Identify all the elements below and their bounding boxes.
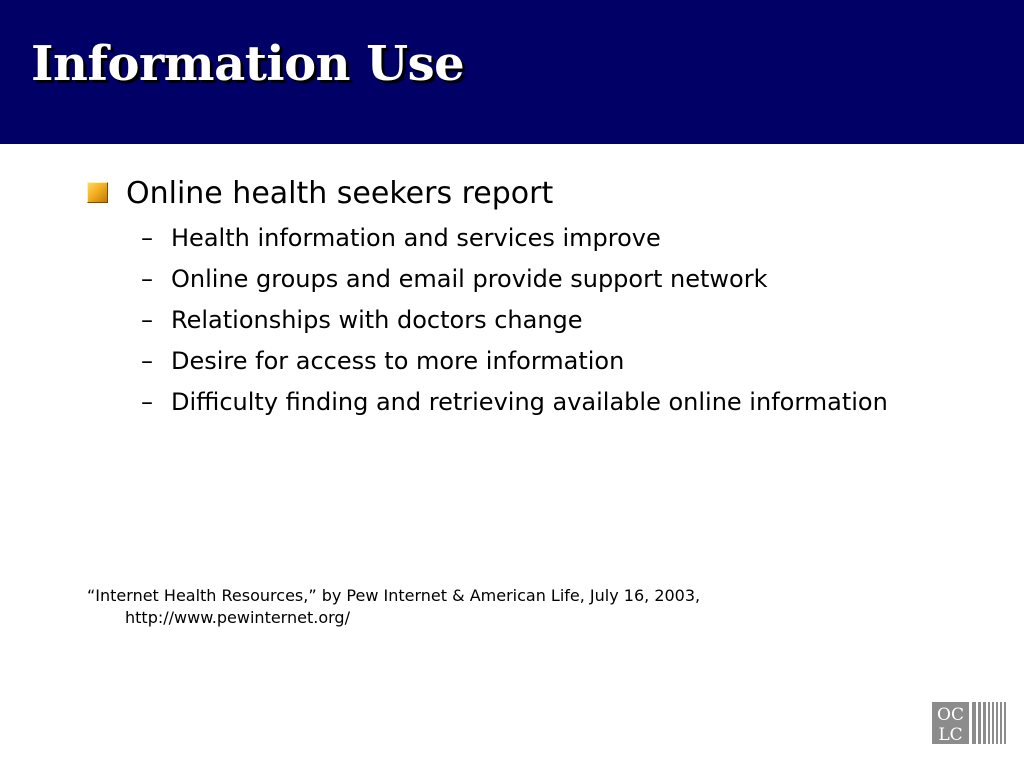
- sub-bullet-item: [141, 303, 901, 337]
- sub-bullet-item: [141, 344, 901, 378]
- citation-text: “Internet Health Resources,” by Pew Internet & American Life, July 16, 2003,: [87, 586, 701, 605]
- logo-stripe: [983, 702, 986, 744]
- sub-bullet-item: [141, 221, 901, 255]
- dash-bullet-icon: –: [141, 224, 153, 252]
- dash-bullet-icon: –: [141, 265, 153, 293]
- dash-bullet-icon: –: [141, 388, 153, 416]
- logo-stripe: [992, 702, 994, 744]
- sub-bullet-item: [141, 262, 901, 296]
- sub-bullet-item: [141, 385, 901, 419]
- dash-bullet-icon: –: [141, 306, 153, 334]
- slide-title: Information Use: [31, 36, 465, 92]
- orange-square-bullet-icon: [87, 182, 108, 203]
- oclc-logo: [932, 702, 1007, 744]
- main-bullet-text: Online health seekers report: [126, 176, 554, 211]
- logo-stripe: [988, 702, 990, 744]
- sub-bullet-text: Health information and services improve: [171, 224, 661, 252]
- logo-stripe: [1004, 702, 1006, 744]
- logo-stripe: [1000, 702, 1002, 744]
- sub-bullet-text: Difficulty finding and retrieving available online information: [171, 388, 888, 416]
- sub-bullet-text: Desire for access to more information: [171, 347, 625, 375]
- sub-bullet-text: Relationships with doctors change: [171, 306, 583, 334]
- citation: [87, 585, 787, 629]
- citation-url: http://www.pewinternet.org/: [125, 608, 350, 627]
- logo-text-bottom: LC: [938, 725, 963, 744]
- logo-stripe: [972, 702, 976, 744]
- title-bar: [0, 0, 1024, 144]
- logo-text-top: OC: [937, 705, 964, 725]
- logo-stripe: [996, 702, 998, 744]
- sub-bullet-list: [141, 221, 901, 426]
- sub-bullet-text: Online groups and email provide support network: [171, 265, 768, 293]
- logo-stripe: [978, 702, 981, 744]
- dash-bullet-icon: –: [141, 347, 153, 375]
